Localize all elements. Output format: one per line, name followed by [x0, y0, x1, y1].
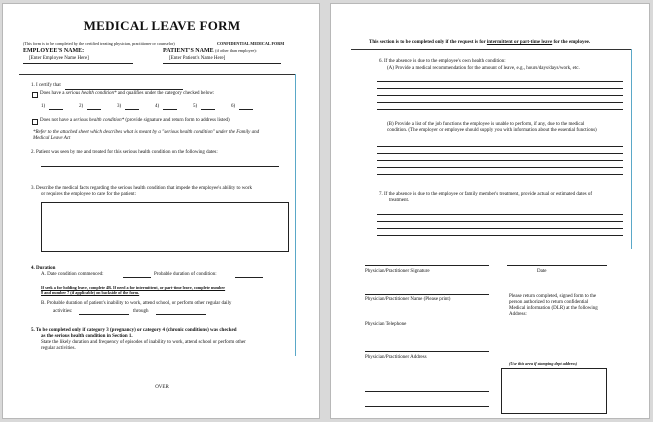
item7-line-2[interactable]: [377, 221, 623, 222]
category-1[interactable]: [41, 104, 45, 110]
item6-line1: 6. If the absence is due to the employee's own health condition:: [379, 59, 506, 64]
employee-name-field[interactable]: [Enter Employee Name Here]: [29, 56, 89, 61]
address-line-1[interactable]: [365, 391, 489, 392]
printed-name-label: Physician/Practitioner Name (Please print): [365, 297, 451, 302]
item6-b-line1: (B) Provide a list of the job functions the employee is unable to perform, if any, due to the medical: [387, 122, 585, 127]
category-3-label: 3): [117, 104, 122, 109]
patient-name-label: PATIENT'S NAME (if other than employee):: [163, 48, 257, 54]
category-4-label: 4): [155, 104, 160, 109]
address-line-2[interactable]: [365, 406, 489, 407]
item5-line1: 5. To be completed only if category 3 (pregnancy) or category 4 (chronic conditions) was checked: [31, 328, 237, 333]
item6-a-line4[interactable]: [377, 102, 623, 103]
item4-b-line1: B. Probable duration of patient's inability to work, attend school, or perform other regular daily: [41, 301, 232, 306]
category-5[interactable]: [193, 104, 197, 110]
section-top-rule-2: [351, 49, 631, 50]
item7-line-4[interactable]: [377, 235, 623, 236]
category-6[interactable]: [231, 104, 235, 110]
item6-a-line3[interactable]: [377, 95, 623, 96]
item4-a-duration: Probable duration of condition:: [154, 272, 217, 277]
category-3-line: [125, 109, 139, 110]
category-5-label: 5): [193, 104, 198, 109]
item6-b-line-5[interactable]: [377, 174, 623, 175]
header-note: (This form is to be completed by the certified treating physician, practitioner or counselor): [23, 41, 175, 46]
category-2-label: 2): [79, 104, 84, 109]
item4-a-commenced: A. Date condition commenced:: [41, 272, 104, 277]
inability-from-line[interactable]: [79, 314, 129, 315]
section-margin-line: [295, 74, 296, 356]
medical-facts-box[interactable]: [41, 202, 289, 252]
item1-name-line: [65, 89, 183, 90]
item7-line-1[interactable]: [377, 214, 623, 215]
telephone-line[interactable]: [365, 351, 489, 352]
item6-b-line-2[interactable]: [377, 153, 623, 154]
stamp-area-box[interactable]: [501, 368, 607, 414]
item6-b-line-1[interactable]: [377, 146, 623, 147]
duration-line[interactable]: [235, 277, 263, 278]
form-page-back: [330, 3, 650, 419]
signature-label: Physician/Practitioner Signature: [365, 269, 430, 274]
item5-line2: as the serious health condition in Section 1.: [41, 334, 133, 339]
item5-line3: State the likely duration and frequency of episodes of inability to work, attend school or perform other: [41, 340, 246, 345]
category-4[interactable]: [155, 104, 159, 110]
category-6-line: [239, 109, 253, 110]
category-3[interactable]: [117, 104, 121, 110]
category-2-line: [87, 109, 101, 110]
employee-name-label: EMPLOYEE'S NAME:: [23, 48, 85, 54]
item6-b-line-4[interactable]: [377, 167, 623, 168]
item1-lead: 1. I certify that: [31, 83, 61, 88]
footnote-line1: *Refer to the attached sheet which describes what is meant by a "serious health condition" under the Family and: [33, 130, 260, 135]
signature-line[interactable]: [365, 265, 489, 266]
telephone-label: Physician Telephone: [365, 322, 407, 327]
patient-name-field[interactable]: [Enter Patient's Name Here]: [169, 56, 226, 61]
item7-line-3[interactable]: [377, 228, 623, 229]
category-6-label: 6): [231, 104, 236, 109]
item7-line1: 7. If the absence is due to the employee or family member's treatment, provide actual or estimated dates of: [379, 192, 593, 197]
category-4-line: [163, 109, 177, 110]
employee-name-underline: [23, 63, 133, 64]
return-instructions-4: Address:: [509, 312, 527, 317]
item6-b-line-3[interactable]: [377, 160, 623, 161]
item3-text-line1: 3. Describe the medical facts regarding the serious health condition that impede the employee's ability to work: [31, 186, 252, 191]
item4-note-line1: If seek a for holding leave, complete 4B. If need a for intermittent, or part-time leave, complete number: [41, 285, 226, 290]
item2-dates-line[interactable]: [41, 166, 279, 167]
item7-line2: treatment.: [389, 198, 410, 203]
item4-b-through: through: [133, 309, 149, 314]
intermittent-intro: This section is to be completed only if the request is for intermittent or part-time leave for the employee.: [369, 40, 591, 45]
item5-line4: regular activities.: [41, 346, 76, 351]
item6-a-line5[interactable]: [377, 109, 623, 110]
commenced-date-line[interactable]: [123, 277, 151, 278]
confidential-label: CONFIDENTIAL MEDICAL FORM: [217, 41, 285, 46]
item4-note-line2: 8 and number 7 (if applicable) on backside of the form.: [41, 290, 140, 295]
item1-option-b: Does not have a serious health condition* (provide signature and return form to address listed): [40, 118, 230, 123]
section-margin-line-2: [631, 49, 632, 249]
item2-text: 2. Patient was seen by me and treated for this serious health condition on the following dates:: [31, 150, 218, 155]
category-1-label: 1): [41, 104, 46, 109]
item3-text-line2: or requires the employee to care for the patient:: [41, 192, 136, 197]
item6-b-line2: condition. (The employer or employee should supply you with information about the essential functions): [387, 128, 597, 133]
date-line[interactable]: [507, 265, 607, 266]
return-instructions-2: person authorized to return confidential: [509, 300, 589, 305]
printed-name-line[interactable]: [365, 294, 489, 295]
address-label: Physician/Practitioner Address: [365, 355, 427, 360]
date-label: Date: [537, 269, 547, 274]
patient-name-underline: [163, 63, 281, 64]
item1-option-a: Does have a serious health condition* and qualifies under the category checked below:: [40, 91, 215, 96]
stamp-area-label: (Use this area if stamping dept address): [509, 361, 578, 366]
does-have-checkbox[interactable]: [32, 92, 38, 98]
item6-a-line2[interactable]: [377, 88, 623, 89]
form-page-front: [2, 3, 320, 419]
item4-b-line2: activities:: [53, 309, 73, 314]
does-not-have-checkbox[interactable]: [32, 119, 38, 125]
footnote-line2: Medical Leave Act: [33, 136, 71, 141]
return-instructions-1: Please return completed, signed form to the: [509, 294, 597, 299]
item6-a: (A) Provide a medical recommendation for the amount of leave, e.g., hours/days/days/work, etc.: [387, 66, 580, 71]
category-5-line: [201, 109, 215, 110]
category-2[interactable]: [79, 104, 83, 110]
form-title: MEDICAL LEAVE FORM: [83, 18, 241, 33]
inability-through-line[interactable]: [156, 314, 206, 315]
section-top-rule: [19, 74, 295, 75]
item4-heading: 4. Duration: [31, 266, 56, 271]
category-1-line: [49, 109, 63, 110]
return-instructions-3: Medical information (DLR) at the following: [509, 306, 598, 311]
item6-a-line1[interactable]: [377, 81, 623, 82]
over-label: OVER: [155, 385, 169, 390]
